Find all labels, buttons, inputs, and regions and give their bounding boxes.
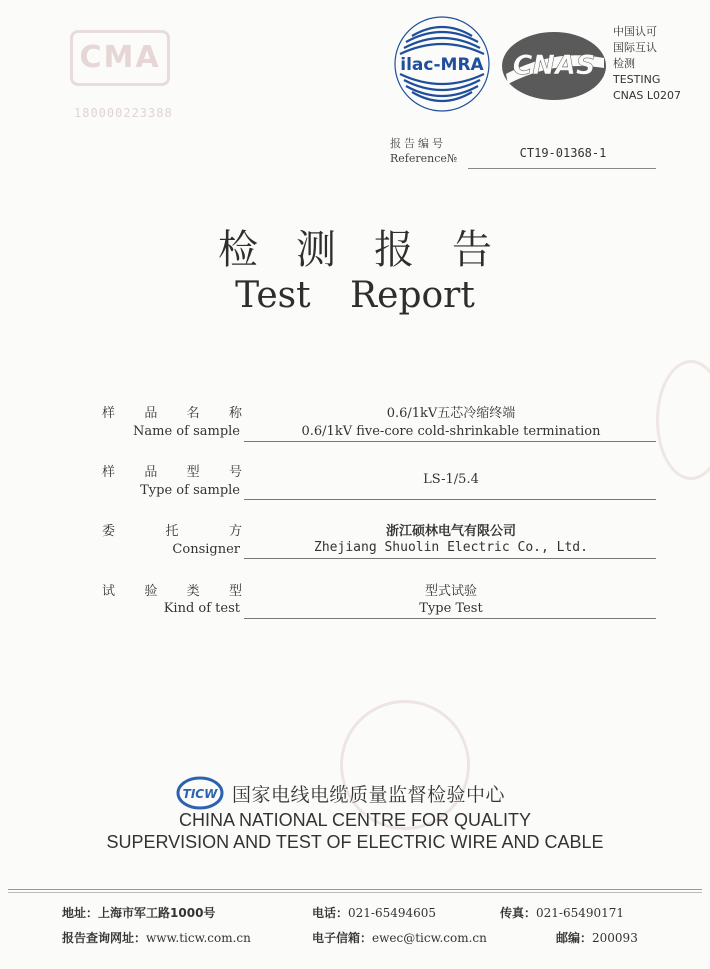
phone-value: 021-65494605: [348, 906, 437, 920]
postcode-label: 邮编：: [556, 931, 593, 945]
label-char: 类: [186, 584, 200, 599]
test-kind-value-cn: 型式试验: [424, 584, 477, 599]
footer-website: [62, 929, 251, 946]
label-char: 型: [186, 465, 200, 480]
fax-label: 传真：: [500, 906, 537, 920]
address-label: 地址：: [62, 906, 99, 920]
cnas-info-line: 国际互认: [613, 41, 657, 54]
reference-label-en: Reference№: [390, 152, 458, 165]
label-char: 称: [228, 406, 242, 421]
address-value: 上海市军工路1000号: [98, 906, 216, 920]
ticw-logo-text: TICW: [182, 787, 218, 801]
organization-name-cn: 国家电线电缆质量监督检验中心: [232, 784, 506, 806]
reference-underline: [468, 168, 656, 169]
cnas-logo-text: CNAS: [512, 50, 596, 81]
label-char: 样: [102, 465, 116, 480]
label-char: 型: [228, 584, 242, 599]
test-kind-label-en: Kind of test: [163, 601, 240, 616]
cnas-info-line: 检测: [613, 57, 635, 70]
sample-type-underline: [244, 499, 656, 500]
footer-phone: [312, 904, 436, 921]
label-char: 名: [186, 406, 200, 421]
cma-stamp: CMA: [70, 30, 170, 86]
consigner-value-cn: 浙江硕林电气有限公司: [385, 524, 516, 539]
ticw-logo: [176, 776, 224, 810]
website-link[interactable]: www.ticw.com.cn: [146, 931, 251, 945]
footer-email: [312, 929, 487, 946]
cnas-info-line: TESTING: [613, 73, 661, 86]
label-char: 验: [144, 584, 158, 599]
ilac-logo-text: ilac-MRA: [400, 55, 484, 75]
report-title-en: Test Report: [235, 275, 475, 316]
footer-divider: [8, 889, 702, 890]
email-link[interactable]: ewec@ticw.com.cn: [372, 931, 487, 945]
label-char: 委: [102, 524, 116, 539]
cnas-info: [613, 24, 681, 104]
sample-name-value-en: 0.6/1kV five-core cold-shrinkable termination: [301, 424, 601, 439]
test-kind-label-cn: [102, 580, 242, 599]
consigner-underline: [244, 558, 656, 559]
footer-address: [62, 904, 215, 921]
cnas-info-line: 中国认可: [613, 25, 657, 38]
test-kind-value-en: Type Test: [419, 601, 483, 616]
label-char: 试: [102, 584, 116, 599]
ilac-mra-logo: [392, 14, 492, 114]
postcode-value: 200093: [592, 931, 638, 945]
footer-postcode: [556, 929, 638, 946]
side-seal-stamp: [656, 360, 710, 480]
fax-value: 021-65490171: [536, 906, 625, 920]
report-title-cn: 检测报告: [218, 227, 530, 273]
cnas-info-line: CNAS L0207: [613, 89, 682, 102]
sample-name-label-en: Name of sample: [133, 424, 240, 439]
sample-type-value: LS-1/5.4: [423, 472, 479, 487]
consigner-label-en: Consigner: [172, 542, 240, 557]
cma-number: 180000223388: [74, 106, 173, 120]
label-char: 样: [102, 406, 116, 421]
label-char: 托: [165, 524, 179, 539]
sample-name-underline: [244, 441, 656, 442]
sample-name-label-cn: [102, 402, 242, 421]
label-char: 品: [144, 465, 158, 480]
reference-number: CT19-01368-1: [519, 146, 607, 160]
cnas-logo: [500, 28, 608, 104]
consigner-value-en: Zhejiang Shuolin Electric Co., Ltd.: [314, 540, 588, 555]
reference-label-cn: 报告编号: [390, 137, 446, 150]
website-label: 报告查询网址：: [62, 931, 147, 945]
email-label: 电子信箱：: [312, 931, 373, 945]
sample-type-label-cn: [102, 461, 242, 480]
footer-divider: [8, 892, 702, 893]
organization-name-en-line1: CHINA NATIONAL CENTRE FOR QUALITY: [178, 810, 532, 830]
sample-name-value-cn: 0.6/1kV五芯冷缩终端: [386, 406, 516, 421]
label-char: 号: [228, 465, 242, 480]
organization-name-en-line2: SUPERVISION AND TEST OF ELECTRIC WIRE AND CABLE: [106, 832, 604, 852]
label-char: 方: [228, 524, 242, 539]
sample-type-label-en: Type of sample: [140, 483, 240, 498]
footer-fax: [500, 904, 624, 921]
label-char: 品: [144, 406, 158, 421]
consigner-label-cn: [102, 520, 242, 539]
phone-label: 电话：: [312, 906, 349, 920]
test-kind-underline: [244, 618, 656, 619]
